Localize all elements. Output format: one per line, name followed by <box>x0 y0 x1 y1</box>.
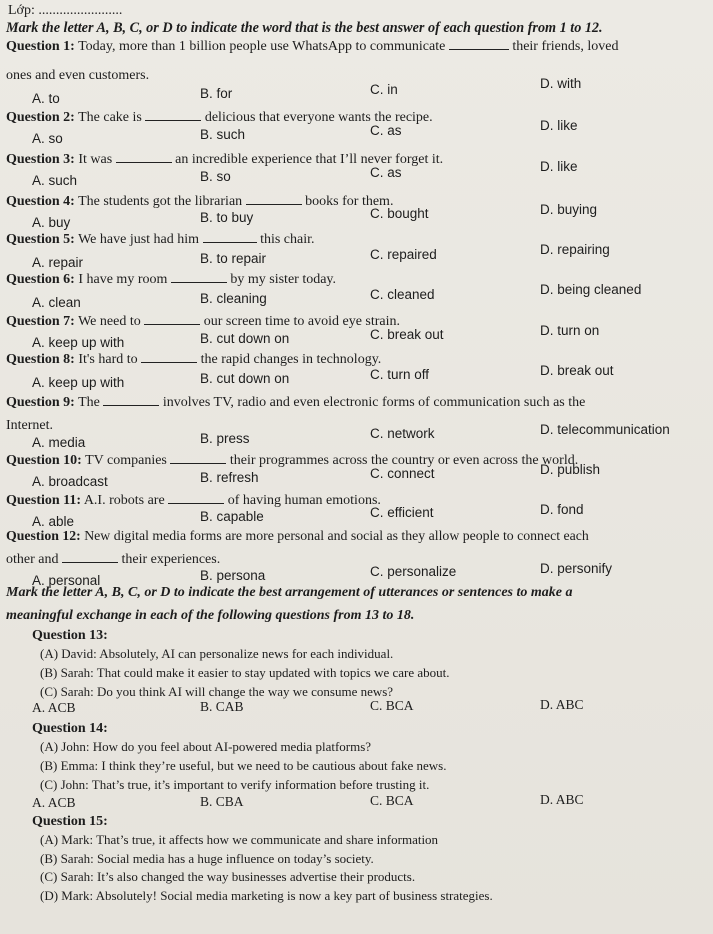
question-12-cont: other and their experiences. <box>6 552 221 567</box>
q2-option-d: D. like <box>540 118 578 133</box>
q4-option-c: C. bought <box>370 206 429 221</box>
question-5: Question 5: We have just had him this chair. <box>6 232 315 247</box>
q13-line-a: (A) David: Absolutely, AI can personalize news for each individual. <box>40 646 394 661</box>
answer-blank <box>103 393 159 406</box>
q13-option-c: C. BCA <box>370 698 414 713</box>
q9-option-a: A. media <box>32 435 86 450</box>
question-1-cont: ones and even customers. <box>6 68 150 83</box>
q6-option-c: C. cleaned <box>370 287 435 302</box>
question-10: Question 10: TV companies their programmes across the country or even across the world. <box>6 453 579 468</box>
q7-option-d: D. turn on <box>540 323 600 338</box>
q12-option-a: A. personal <box>32 573 101 588</box>
answer-blank <box>203 230 257 243</box>
q6-option-b: B. cleaning <box>200 291 267 306</box>
q11-option-b: B. capable <box>200 509 264 524</box>
section-2-instruction: Mark the letter A, B, C, or D to indicate the best arrangement of utterances or sentences to make a <box>6 585 573 600</box>
answer-blank <box>62 550 118 563</box>
q7-option-a: A. keep up with <box>32 335 125 350</box>
q1-option-b: B. for <box>200 86 233 101</box>
q3-option-c: C. as <box>370 165 402 180</box>
q2-option-c: C. as <box>370 123 402 138</box>
q3-option-d: D. like <box>540 159 578 174</box>
answer-blank <box>116 150 172 163</box>
q10-option-c: C. connect <box>370 466 435 481</box>
class-line <box>8 2 122 20</box>
q2-option-b: B. such <box>200 127 246 142</box>
q8-option-c: C. turn off <box>370 367 430 382</box>
q11-option-a: A. able <box>32 514 75 529</box>
q5-option-c: C. repaired <box>370 247 437 262</box>
q5-option-d: D. repairing <box>540 242 610 257</box>
q8-option-a: A. keep up with <box>32 375 125 390</box>
answer-blank <box>170 451 226 464</box>
question-11: Question 11: A.I. robots are of having human emotions. <box>6 493 381 508</box>
answer-blank <box>144 312 200 325</box>
q13-line-b: (B) Sarah: That could make it easier to stay updated with topics we care about. <box>40 665 450 680</box>
q14-line-c: (C) John: That’s true, it’s important to verify information before trusting it. <box>40 777 430 792</box>
q14-option-c: C. BCA <box>370 793 414 808</box>
q12-option-c: C. personalize <box>370 564 457 579</box>
q10-option-a: A. broadcast <box>32 474 108 489</box>
answer-blank <box>141 350 197 363</box>
q5-option-b: B. to repair <box>200 251 267 266</box>
q15-line-a: (A) Mark: That’s true, it affects how we communicate and share information <box>40 832 439 847</box>
q2-option-a: A. so <box>32 131 63 146</box>
q3-option-b: B. so <box>200 169 231 184</box>
question-3: Question 3: It was an incredible experience that I’ll never forget it. <box>6 152 444 167</box>
q8-option-d: D. break out <box>540 363 614 378</box>
question-13: Question 13: <box>32 628 108 643</box>
q13-option-b: B. CAB <box>200 699 244 714</box>
q4-option-b: B. to buy <box>200 210 254 225</box>
class-label: Lớp: <box>8 3 35 18</box>
q13-line-c: (C) Sarah: Do you think AI will change the way we consume news? <box>40 684 394 699</box>
class-blank: ........................ <box>38 3 123 18</box>
q14-line-b: (B) Emma: I think they’re useful, but we need to be cautious about fake news. <box>40 758 447 773</box>
q12-option-d: D. personify <box>540 561 613 576</box>
q9-option-b: B. press <box>200 431 250 446</box>
question-14: Question 14: <box>32 721 108 736</box>
question-12: Question 12: New digital media forms are more personal and social as they allow people to connect each <box>6 528 589 543</box>
section-1-instruction: Mark the letter A, B, C, or D to indicate the word that is the best answer of each question from 1 to 12. <box>6 20 603 36</box>
q3-option-a: A. such <box>32 173 78 188</box>
q12-option-b: B. persona <box>200 568 266 583</box>
q14-option-a: A. ACB <box>32 795 76 810</box>
q6-option-a: A. clean <box>32 295 81 310</box>
q1-option-a: A. to <box>32 91 60 106</box>
q10-option-d: D. publish <box>540 462 601 477</box>
question-4: Question 4: The students got the librarian books for them. <box>6 194 394 209</box>
question-8: Question 8: It's hard to the rapid changes in technology. <box>6 352 382 367</box>
q11-option-d: D. fond <box>540 502 584 517</box>
q6-option-d: D. being cleaned <box>540 282 642 297</box>
answer-blank <box>449 37 509 50</box>
question-7: Question 7: We need to our screen time to avoid eye strain. <box>6 314 401 329</box>
q14-option-d: D. ABC <box>540 792 584 807</box>
q1-option-d: D. with <box>540 76 582 91</box>
question-9-cont: Internet. <box>6 418 54 433</box>
q15-line-d: (D) Mark: Absolutely! Social media marketing is now a key part of business strategies. <box>40 888 493 903</box>
q13-option-a: A. ACB <box>32 700 76 715</box>
q15-line-c: (C) Sarah: It’s also changed the way businesses advertise their products. <box>40 869 416 884</box>
q9-option-d: D. telecommunication <box>540 422 670 437</box>
q14-option-b: B. CBA <box>200 794 244 809</box>
answer-blank <box>171 270 227 283</box>
question-1: Question 1: Today, more than 1 billion people use WhatsApp to communicate their friends, loved <box>6 39 619 54</box>
question-9: Question 9: The involves TV, radio and even electronic forms of communication such as the <box>6 395 586 410</box>
section-2-instruction-cont: meaningful exchange in each of the following questions from 13 to 18. <box>6 608 415 623</box>
answer-blank <box>168 491 224 504</box>
question-15: Question 15: <box>32 814 108 829</box>
q14-line-a: (A) John: How do you feel about AI-powered media platforms? <box>40 739 372 754</box>
q4-option-a: A. buy <box>32 215 71 230</box>
q5-option-a: A. repair <box>32 255 84 270</box>
q8-option-b: B. cut down on <box>200 371 290 386</box>
q7-option-b: B. cut down on <box>200 331 290 346</box>
q7-option-c: C. break out <box>370 327 444 342</box>
answer-blank <box>145 108 201 121</box>
q13-option-d: D. ABC <box>540 697 584 712</box>
question-2: Question 2: The cake is delicious that everyone wants the recipe. <box>6 110 433 125</box>
q9-option-c: C. network <box>370 426 435 441</box>
q1-option-c: C. in <box>370 82 398 97</box>
q10-option-b: B. refresh <box>200 470 259 485</box>
answer-blank <box>246 192 302 205</box>
question-6: Question 6: I have my room by my sister today. <box>6 272 337 287</box>
q11-option-c: C. efficient <box>370 505 434 520</box>
q4-option-d: D. buying <box>540 202 598 217</box>
q15-line-b: (B) Sarah: Social media has a huge influence on today’s society. <box>40 851 374 866</box>
